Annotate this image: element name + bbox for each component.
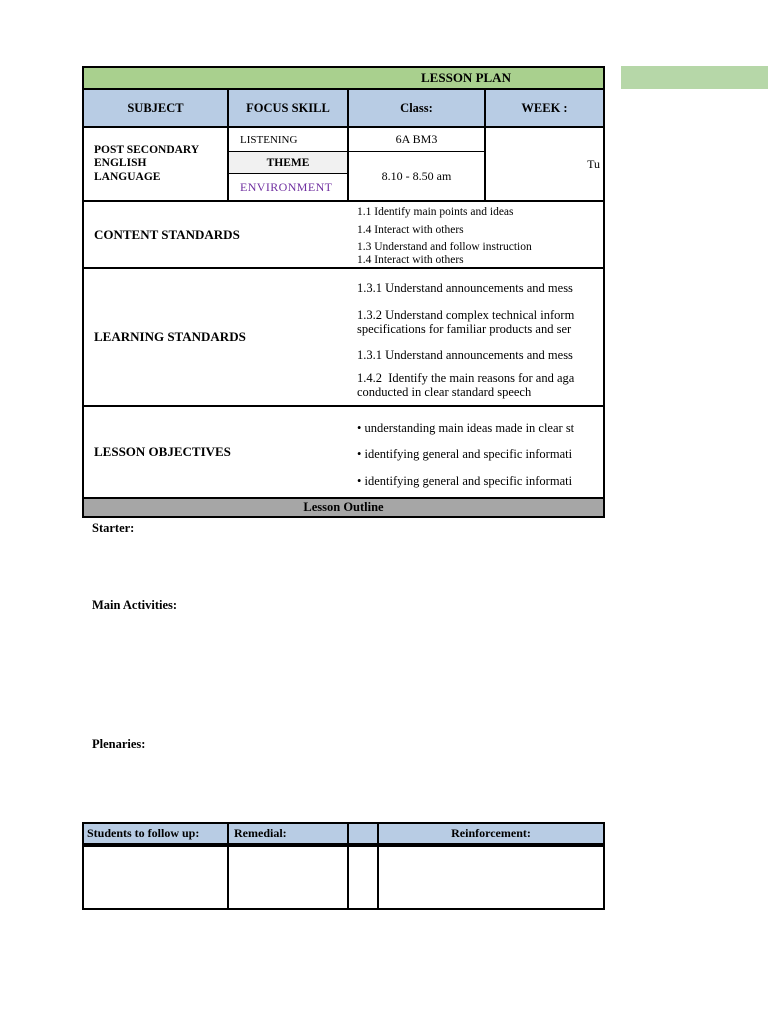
remedial-label: Remedial: <box>227 824 347 843</box>
learning-standard-item: specifications for familiar products and ser <box>357 322 572 336</box>
header-week: WEEK : <box>484 90 603 126</box>
learning-standard-item: 1.3.1 Understand announcements and mess <box>357 281 573 295</box>
follow-up-table <box>82 822 605 910</box>
lesson-objectives-list <box>347 407 603 497</box>
lesson-plan-table <box>82 66 605 518</box>
starter-label: Starter: <box>92 521 135 535</box>
reinforcement-cell <box>377 847 603 908</box>
content-standard-item: 1.4 Interact with others <box>357 224 464 236</box>
title-bar <box>84 68 603 88</box>
focus-skill-column <box>227 128 347 200</box>
remedial-cell <box>227 847 347 908</box>
students-follow-up-label: Students to follow up: <box>87 826 200 840</box>
follow-up-body-row <box>84 845 603 908</box>
lesson-objectives-row <box>84 405 603 497</box>
subject-line: LANGUAGE <box>94 170 161 183</box>
follow-up-spacer-cell <box>347 824 377 843</box>
learning-standard-item: conducted in clear standard speech <box>357 385 532 399</box>
subject-line: POST SECONDARY <box>94 143 200 156</box>
page-title: LESSON PLAN <box>421 70 511 85</box>
theme-value: ENVIRONMENT <box>240 179 333 194</box>
subject-line: ENGLISH <box>94 157 147 170</box>
learning-standard-item: 1.3.2 Understand complex technical inform <box>357 308 575 322</box>
reinforcement-label: Reinforcement: <box>377 824 603 843</box>
header-class: Class: <box>347 90 484 126</box>
content-standard-item: 1.4 Interact with others <box>357 254 464 266</box>
lesson-outline-header: Lesson Outline <box>84 497 603 516</box>
class-value: 6A BM3 <box>349 128 484 152</box>
content-standards-row <box>84 200 603 267</box>
content-standard-item: 1.1 Identify main points and ideas <box>357 206 514 218</box>
green-strip-right <box>621 66 768 89</box>
subject-value <box>84 128 227 200</box>
lesson-objective-item: • identifying general and specific informati <box>357 447 573 461</box>
content-standards-label: CONTENT STANDARDS <box>94 226 240 242</box>
learning-standards-label: LEARNING STANDARDS <box>94 329 246 344</box>
follow-up-header-row <box>84 824 603 845</box>
content-standards-list <box>347 202 603 267</box>
theme-label: THEME <box>229 152 347 174</box>
follow-up-spacer-cell <box>347 847 377 908</box>
learning-standards-row <box>84 267 603 405</box>
lesson-objective-item: • identifying general and specific informati <box>357 474 573 488</box>
focus-skill-value: LISTENING <box>229 128 347 152</box>
learning-standard-item: 1.4.2 Identify the main reasons for and aga <box>357 371 575 385</box>
time-value: 8.10 - 8.50 am <box>381 168 452 183</box>
detail-row <box>84 126 603 200</box>
students-follow-up-cell <box>84 847 227 908</box>
learning-standards-list <box>347 269 603 405</box>
plenaries-label: Plenaries: <box>92 737 146 751</box>
content-standard-item: 1.3 Understand and follow instruction <box>357 241 532 253</box>
header-focus-skill: FOCUS SKILL <box>227 90 347 126</box>
learning-standard-item: 1.3.1 Understand announcements and mess <box>357 348 573 362</box>
table-header-row <box>84 88 603 126</box>
class-column <box>347 128 484 200</box>
lesson-objectives-label: LESSON OBJECTIVES <box>94 444 231 459</box>
main-activities-label: Main Activities: <box>92 598 178 612</box>
header-subject: SUBJECT <box>127 100 184 115</box>
lesson-objective-item: • understanding main ideas made in clear st <box>357 421 575 435</box>
week-value: Tu <box>484 128 603 200</box>
